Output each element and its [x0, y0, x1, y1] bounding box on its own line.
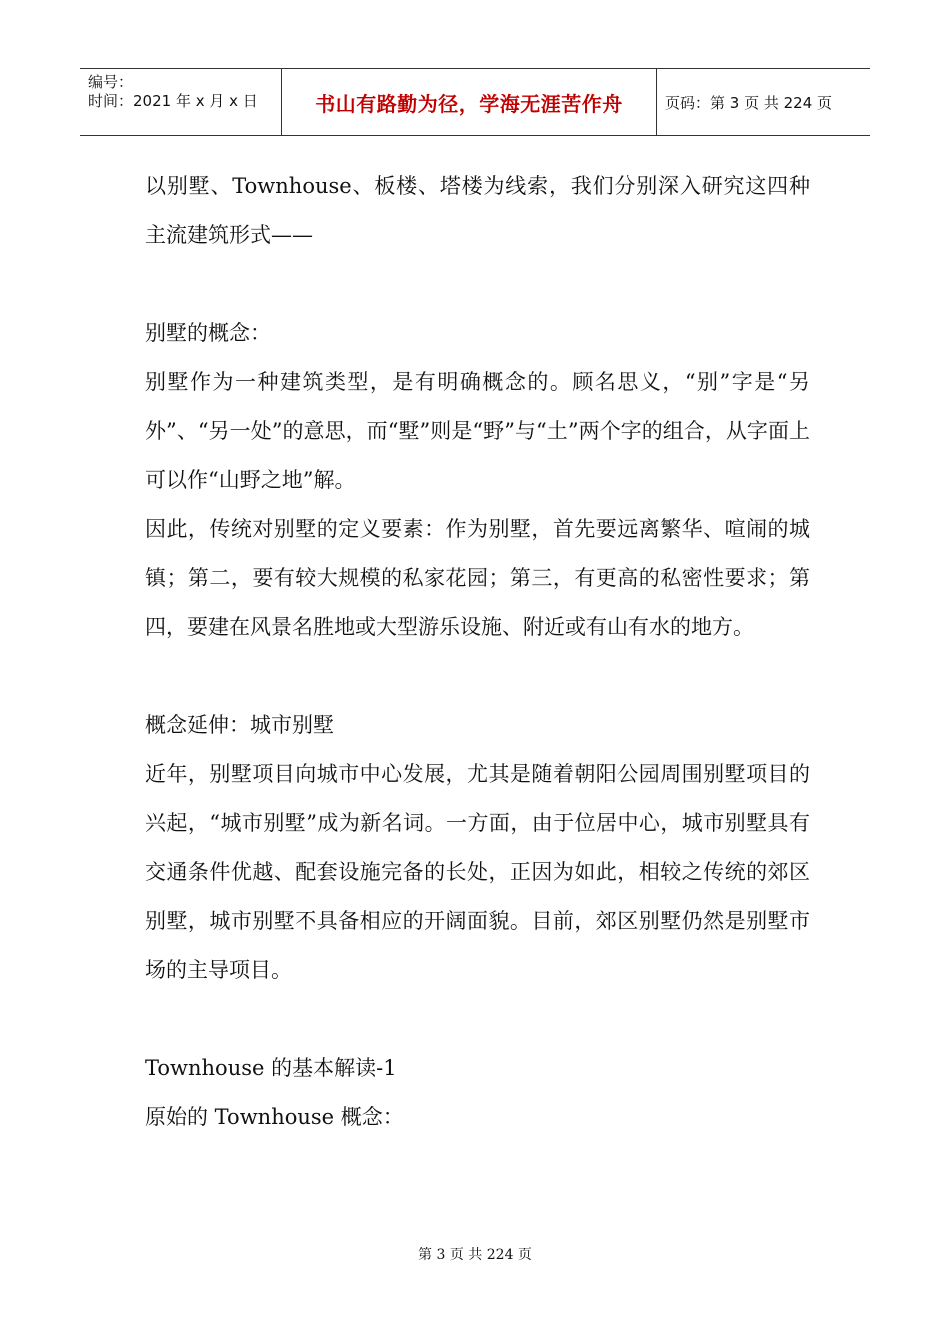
page-footer — [0, 1244, 950, 1264]
header-page-cell — [657, 69, 870, 135]
paragraph-spacer — [145, 652, 810, 701]
paragraph-spacer — [145, 995, 810, 1044]
document-body — [145, 162, 810, 1142]
villa-elements-paragraph: 因此，传统对别墅的定义要素：作为别墅，首先要远离繁华、喧闹的城镇；第二，要有较大规模的私家花园；第三，有更高的私密性要求；第四，要建在风景名胜地或大型游乐设施、附近或有山有水的地方。 — [145, 517, 810, 639]
section-heading-villa-concept: 别墅的概念： — [145, 321, 271, 345]
intro-paragraph: 以别墅、Townhouse、板楼、塔楼为线索，我们分别深入研究这四种主流建筑形式—— — [145, 174, 810, 247]
header-motto-cell — [282, 69, 657, 135]
header-page-info: 页码：第 3 页 共 224 页 — [665, 93, 833, 112]
paragraph-spacer — [145, 260, 810, 309]
section-heading-townhouse: Townhouse 的基本解读-1 — [145, 1056, 397, 1080]
townhouse-concept-label: 原始的 Townhouse 概念： — [145, 1105, 404, 1129]
document-number-label: 编号： — [88, 73, 134, 91]
villa-definition-paragraph: 别墅作为一种建筑类型，是有明确概念的。顾名思义，“别”字是“另外”、“另一处”的意思，而“墅”则是“野”与“土”两个字的组合，从字面上可以作“山野之地”解。 — [145, 370, 810, 492]
urban-villa-paragraph: 近年，别墅项目向城市中心发展，尤其是随着朝阳公园周围别墅项目的兴起，“城市别墅”成为新名词。一方面，由于位居中心，城市别墅具有交通条件优越、配套设施完备的长处，正因为如此，相较之传统的郊区别墅，城市别墅不具备相应的开阔面貌。目前，郊区别墅仍然是别墅市场的主导项目。 — [145, 762, 810, 982]
header-meta-cell — [80, 69, 282, 135]
section-heading-urban-villa: 概念延伸：城市别墅 — [145, 713, 334, 737]
page-header-table — [80, 68, 870, 136]
footer-page-number: 第 3 页 共 224 页 — [418, 1247, 532, 1263]
header-motto: 书山有路勤为径，学海无涯苦作舟 — [315, 91, 623, 116]
document-date-label: 时间：2021 年 x 月 x 日 — [88, 92, 258, 110]
